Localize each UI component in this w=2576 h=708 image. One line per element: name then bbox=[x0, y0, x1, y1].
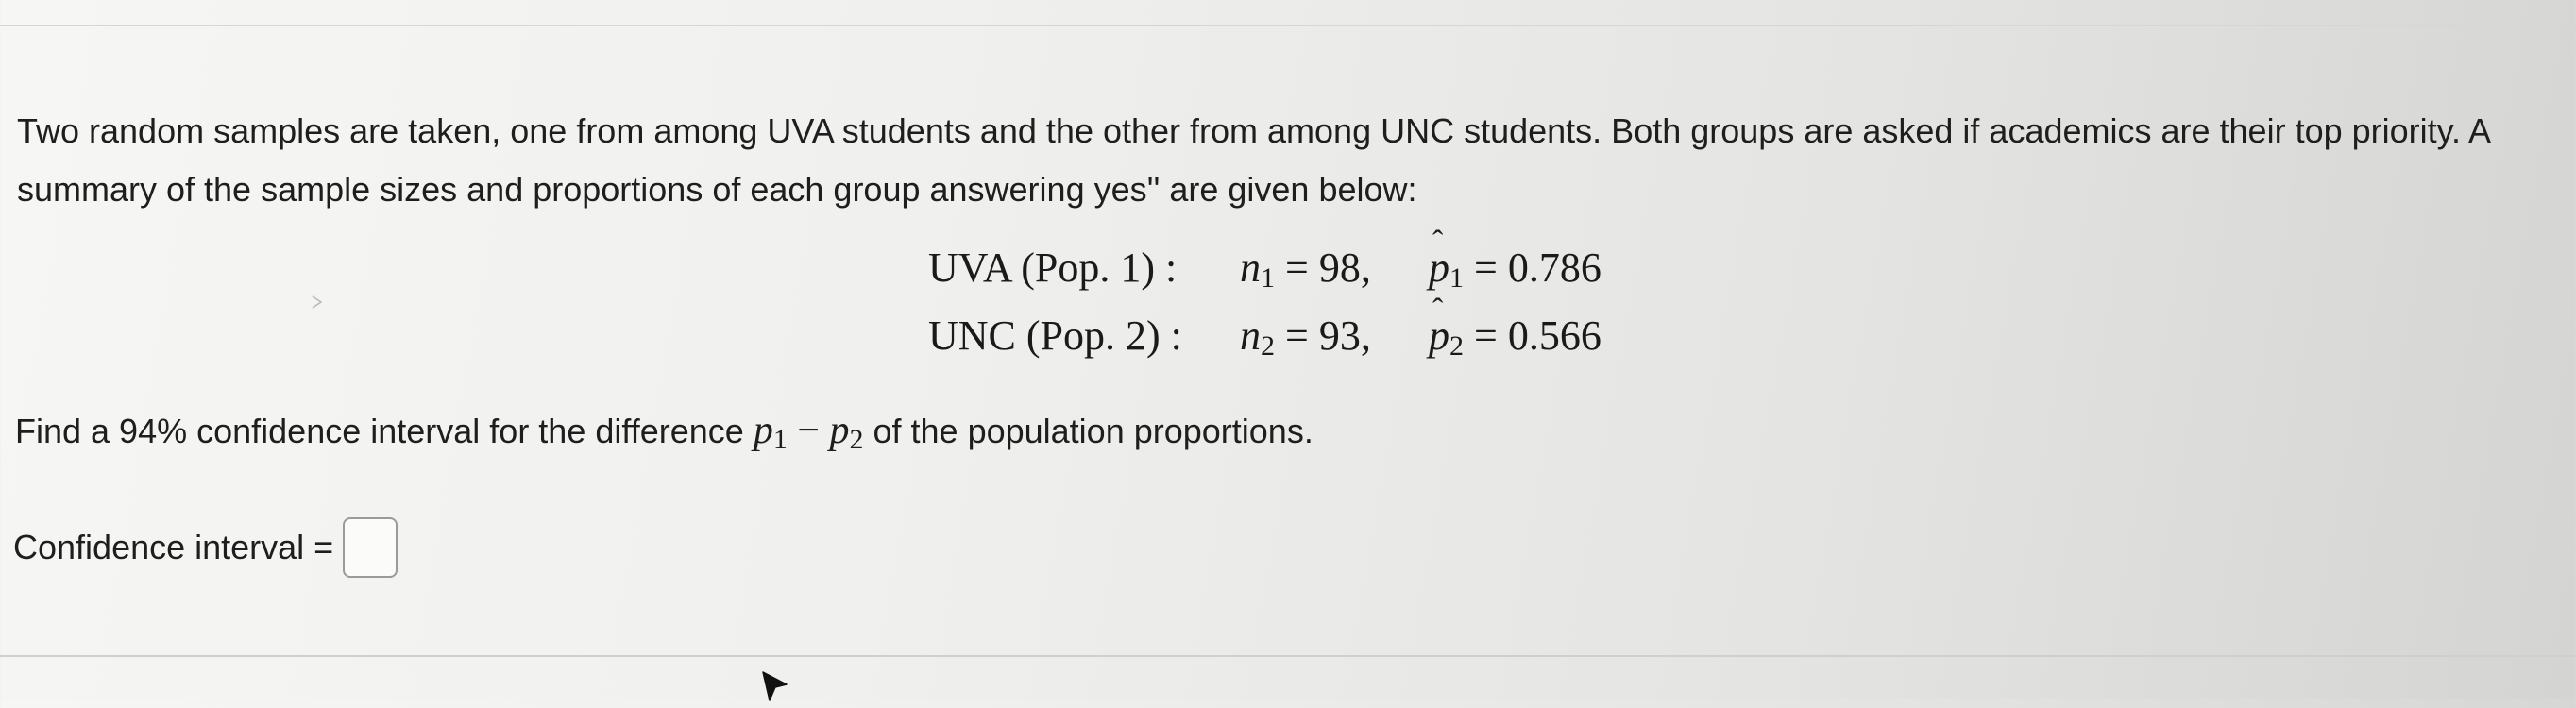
uva-sample-proportion bbox=[1429, 244, 1646, 292]
difference-expression bbox=[753, 409, 864, 455]
unc-summary-row bbox=[928, 312, 1646, 379]
answer-row bbox=[13, 517, 398, 578]
sample-summary bbox=[928, 244, 1646, 379]
top-divider bbox=[0, 25, 2576, 26]
p2-symbol: p bbox=[829, 409, 850, 452]
p-subscript: 2 bbox=[1449, 330, 1464, 362]
bottom-divider bbox=[0, 655, 2576, 657]
uva-sample-size bbox=[1240, 244, 1429, 292]
question-text bbox=[15, 408, 1313, 453]
n-value: = 98, bbox=[1285, 244, 1371, 291]
p-value: = 0.566 bbox=[1474, 312, 1602, 359]
problem-statement: Two random samples are taken, one from among UVA students and the other from among UNC students. Both groups are asked if academics are their top priority. A summary of the sample sizes and proportions of each group answering yes'' are given below: bbox=[17, 111, 2489, 209]
n-subscript: 2 bbox=[1261, 330, 1275, 362]
p-hat-symbol: ˆ p bbox=[1429, 244, 1449, 292]
minus-sign: − bbox=[787, 409, 830, 452]
p2-subscript: 2 bbox=[849, 424, 864, 455]
p-value: = 0.786 bbox=[1474, 244, 1602, 291]
pointer-mark-icon bbox=[310, 295, 325, 310]
unc-group-label: UNC (Pop. 2) : bbox=[928, 312, 1182, 359]
uva-summary-row bbox=[928, 244, 1646, 312]
confidence-interval-label: Confidence interval = bbox=[13, 528, 334, 566]
p-hat-symbol: ˆ p bbox=[1429, 312, 1449, 360]
question-prefix: Find a 94% confidence interval for the difference bbox=[15, 412, 754, 450]
p1-subscript: 1 bbox=[772, 424, 788, 455]
n-symbol: n bbox=[1240, 244, 1261, 291]
n-value: = 93, bbox=[1285, 312, 1371, 359]
unc-sample-size bbox=[1240, 312, 1429, 360]
p-subscript: 1 bbox=[1449, 262, 1464, 294]
confidence-interval-input[interactable] bbox=[343, 517, 398, 578]
n-subscript: 1 bbox=[1261, 262, 1275, 294]
n-symbol: n bbox=[1240, 312, 1261, 359]
unc-sample-proportion bbox=[1429, 312, 1646, 360]
p1-symbol: p bbox=[753, 409, 773, 452]
uva-group-label: UVA (Pop. 1) : bbox=[928, 244, 1178, 291]
question-suffix: of the population proportions. bbox=[863, 412, 1313, 450]
